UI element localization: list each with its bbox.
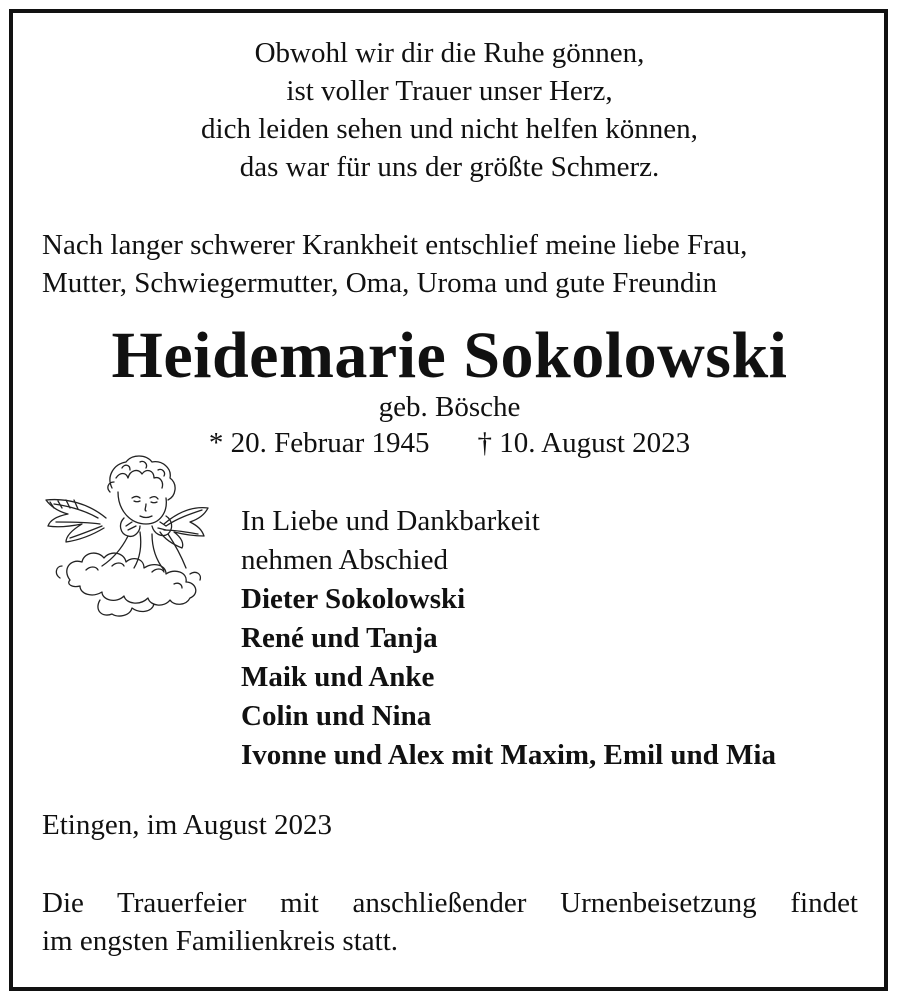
- poem-line: Obwohl wir dir die Ruhe gönnen,: [254, 37, 645, 69]
- poem-line: ist voller Trauer unser Herz,: [286, 75, 613, 107]
- funeral-notice: [42, 884, 858, 960]
- birth-name: geb. Bösche: [378, 391, 521, 423]
- notice-line: Die Trauerfeier mit anschließender Urnenbeisetzung findet: [42, 887, 858, 919]
- mourner-name: Maik und Anke: [241, 661, 435, 693]
- poem-line: dich leiden sehen und nicht helfen können,: [201, 113, 698, 145]
- mourner-name: René und Tanja: [241, 622, 438, 654]
- mourner-name: Colin und Nina: [241, 700, 432, 732]
- announcement-line: Nach langer schwerer Krankheit entschlief meine liebe Frau,: [42, 229, 748, 261]
- mourners-intro-line: In Liebe und Dankbarkeit: [241, 505, 540, 537]
- announcement-line: Mutter, Schwiegermutter, Oma, Uroma und gute Freundin: [42, 267, 718, 299]
- place-and-date: Etingen, im August 2023: [42, 809, 332, 841]
- death-announcement: [42, 226, 747, 302]
- mourner-name: Dieter Sokolowski: [241, 583, 466, 615]
- mourner-name: Ivonne und Alex mit Maxim, Emil und Mia: [241, 739, 776, 771]
- cherub-on-cloud-icon: [40, 448, 212, 618]
- birth-date: * 20. Februar 1945: [208, 427, 430, 459]
- death-date: † 10. August 2023: [477, 427, 691, 459]
- mourners-block: [241, 502, 776, 775]
- deceased-name: Heidemarie Sokolowski: [111, 319, 788, 392]
- poem-line: das war für uns der größte Schmerz.: [239, 151, 660, 183]
- mourners-intro-line: nehmen Abschied: [241, 544, 448, 576]
- notice-line: im engsten Familienkreis statt.: [42, 925, 399, 957]
- poem: [0, 34, 899, 186]
